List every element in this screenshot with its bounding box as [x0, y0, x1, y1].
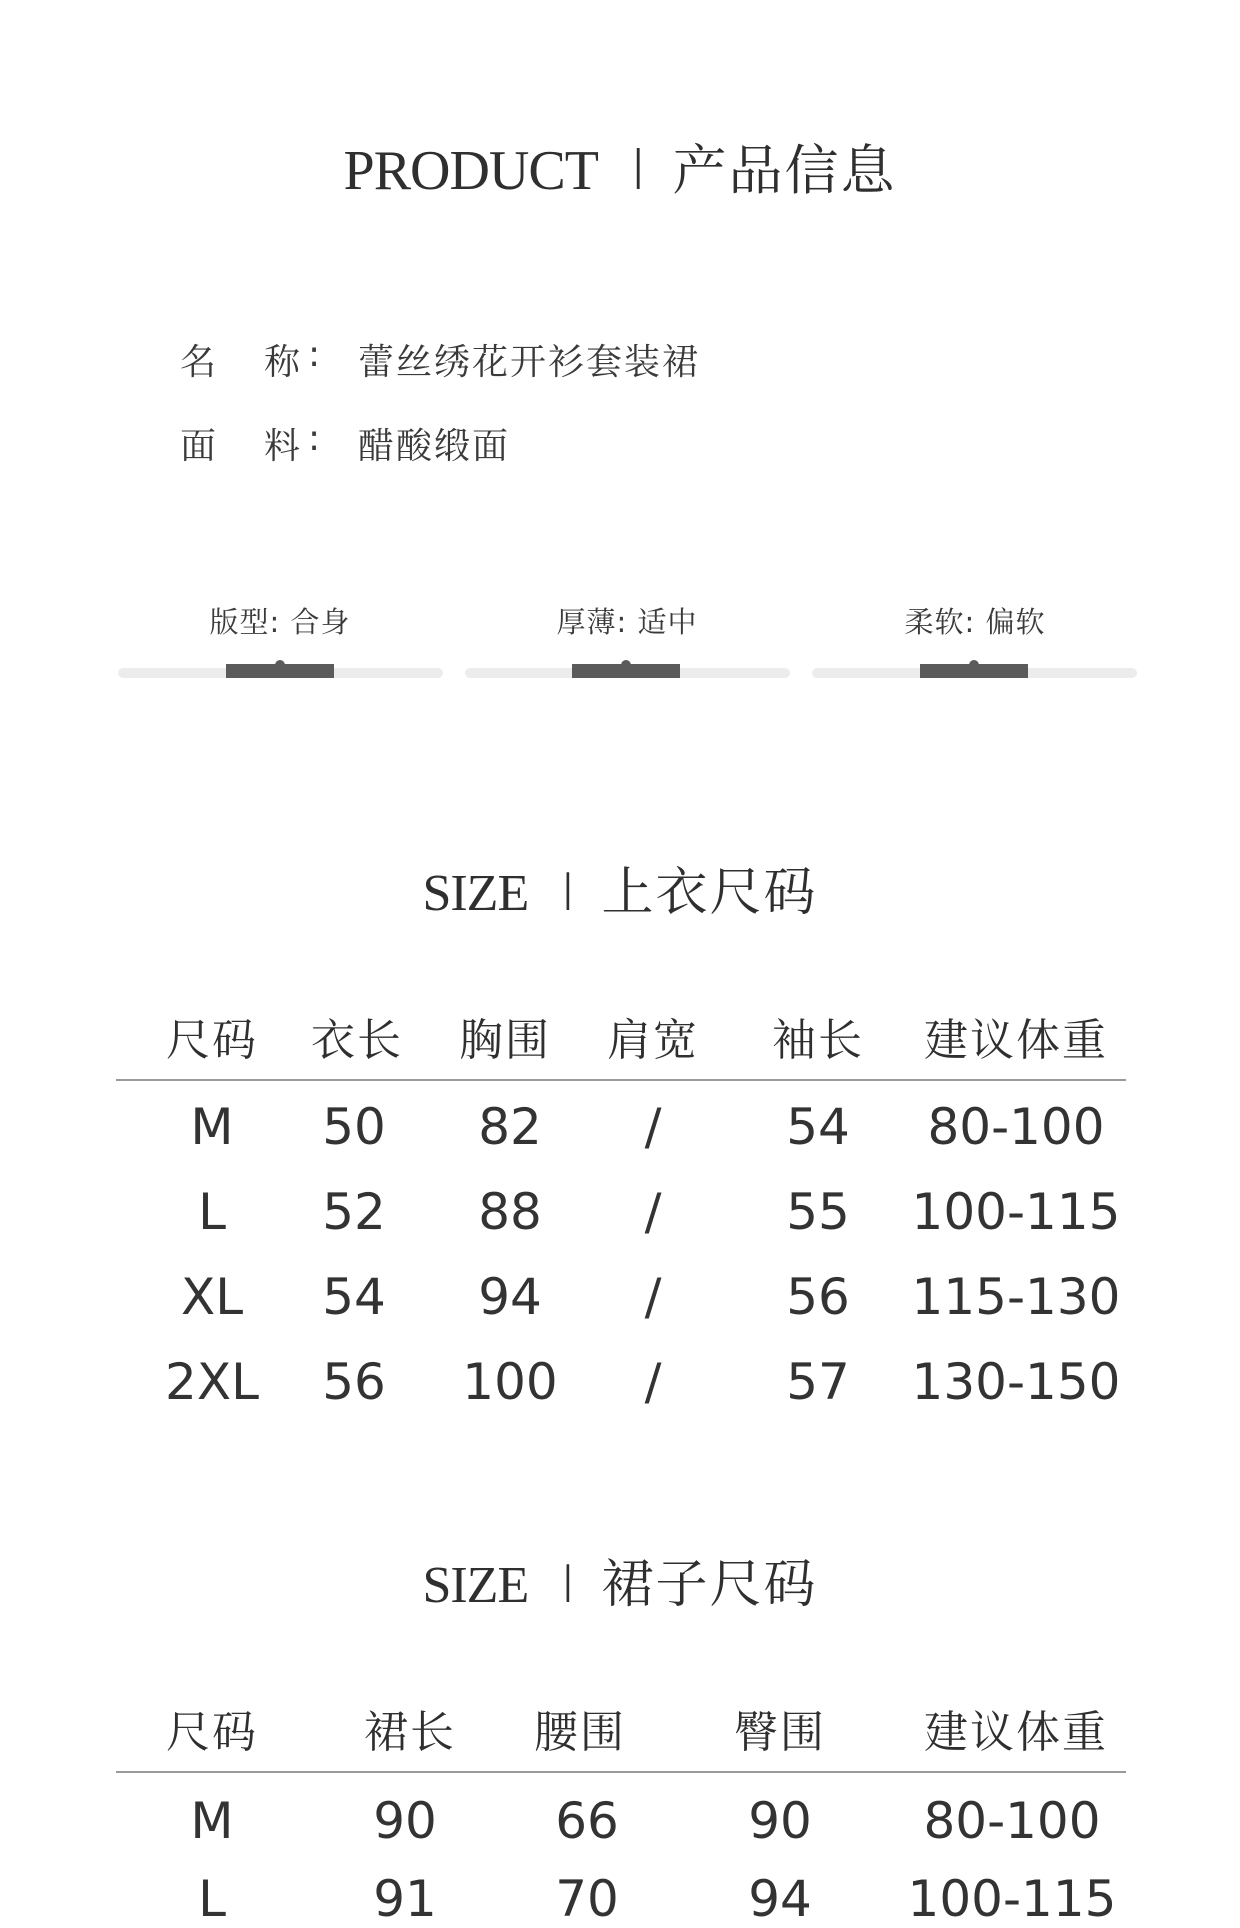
info-key-part1: 名 [180, 342, 217, 383]
table-cell: 66 [555, 1792, 619, 1850]
attribute-label-softness: 柔软: 偏软 [904, 605, 1046, 639]
product-title-en: PRODUCT [343, 140, 598, 202]
table-cell: 80-100 [923, 1792, 1101, 1850]
table-cell: 70 [555, 1870, 619, 1928]
attribute-indicator-fit [226, 664, 334, 678]
table-header-rule [116, 1771, 1126, 1773]
table-cell: 88 [478, 1183, 542, 1241]
product-section-title [0, 128, 1240, 205]
table-header-cell: 裙长 [364, 1707, 456, 1758]
info-key-part1: 面 [180, 426, 217, 467]
table-cell: 80-100 [927, 1098, 1105, 1156]
table-cell: L [198, 1870, 226, 1928]
table-cell: M [190, 1098, 234, 1156]
attribute-indicator-thickness [572, 664, 680, 678]
table-cell: 94 [478, 1268, 542, 1326]
top-size-title-zh: 上衣尺码 [601, 863, 818, 923]
table-cell: 50 [322, 1098, 386, 1156]
top-size-title-en: SIZE [422, 865, 529, 922]
table-cell: 130-150 [911, 1353, 1121, 1411]
table-cell: / [644, 1183, 662, 1241]
table-header-cell: 尺码 [166, 1015, 258, 1066]
table-header-cell: 胸围 [459, 1015, 551, 1066]
table-cell: / [644, 1353, 662, 1411]
product-title-zh: 产品信息 [672, 139, 897, 202]
table-header-cell: 臀围 [734, 1707, 826, 1758]
table-cell: 2XL [165, 1353, 259, 1411]
table-cell: 90 [748, 1792, 812, 1850]
info-colon: : [308, 334, 321, 375]
top-size-section-title [0, 850, 1240, 925]
title-separator: I [560, 863, 576, 923]
table-header-cell: 建议体重 [924, 1015, 1108, 1066]
attribute-label-thickness: 厚薄: 适中 [556, 605, 698, 639]
attribute-knob-fit [275, 660, 285, 666]
attribute-label-fit: 版型: 合身 [209, 605, 351, 639]
attribute-knob-thickness [621, 660, 631, 666]
info-value-fabric: 醋酸缎面 [358, 426, 511, 467]
table-cell: 100 [462, 1353, 558, 1411]
skirt-size-title-en: SIZE [422, 1557, 529, 1614]
table-cell: 90 [373, 1792, 437, 1850]
table-cell: / [644, 1268, 662, 1326]
attribute-knob-softness [969, 660, 979, 666]
table-header-cell: 衣长 [311, 1015, 403, 1066]
table-cell: 54 [786, 1098, 850, 1156]
attribute-indicator-softness [920, 664, 1028, 678]
table-cell: 56 [786, 1268, 850, 1326]
table-cell: 115-130 [911, 1268, 1121, 1326]
title-separator: I [560, 1555, 576, 1615]
table-cell: M [190, 1792, 234, 1850]
table-cell: 91 [373, 1870, 437, 1928]
table-header-cell: 建议体重 [924, 1707, 1108, 1758]
info-key-part2: 料 [264, 426, 301, 467]
table-cell: XL [180, 1268, 244, 1326]
table-cell: 54 [322, 1268, 386, 1326]
table-cell: 82 [478, 1098, 542, 1156]
table-cell: L [198, 1183, 226, 1241]
table-cell: 94 [748, 1870, 812, 1928]
table-header-cell: 袖长 [772, 1015, 864, 1066]
table-header-cell: 尺码 [166, 1707, 258, 1758]
table-cell: 57 [786, 1353, 850, 1411]
info-colon: : [308, 418, 321, 459]
table-header-rule [116, 1079, 1126, 1081]
table-cell: 52 [322, 1183, 386, 1241]
info-key-part2: 称 [264, 342, 301, 383]
info-value-name: 蕾丝绣花开衫套装裙 [358, 342, 701, 383]
table-cell: 100-115 [911, 1183, 1121, 1241]
table-cell: / [644, 1098, 662, 1156]
table-cell: 100-115 [907, 1870, 1117, 1928]
table-cell: 55 [786, 1183, 850, 1241]
table-header-cell: 肩宽 [607, 1015, 699, 1066]
title-separator: I [629, 138, 647, 203]
table-cell: 56 [322, 1353, 386, 1411]
skirt-size-title-zh: 裙子尺码 [601, 1555, 818, 1615]
table-header-cell: 腰围 [534, 1707, 626, 1758]
skirt-size-section-title [0, 1542, 1240, 1617]
